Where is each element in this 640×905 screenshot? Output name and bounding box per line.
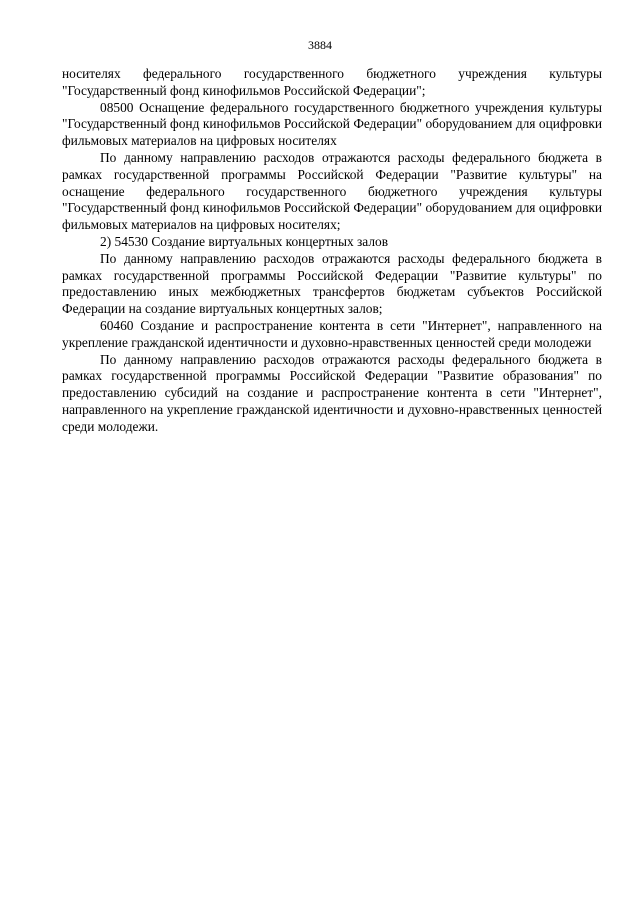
paragraph-code-60460: 60460 Создание и распространение контента в сети "Интернет", направленного на укрепление гражданской идентичности и духовно-нравственных ценностей среди молодежи bbox=[62, 317, 602, 350]
paragraph-description-54530: По данному направлению расходов отражаются расходы федерального бюджета в рамках государственной программы Российской Федерации "Развитие культуры" по предоставлению иных межбюджетных трансфертов бюджетам субъектов Российской Федерации на создание виртуальных концертных залов; bbox=[62, 250, 602, 317]
paragraph-description-08500: По данному направлению расходов отражаются расходы федерального бюджета в рамках государственной программы Российской Федерации "Развитие культуры" на оснащение федерального государственного бюджетного учреждения культуры "Государственный фонд кинофильмов Российской Федерации" оборудованием для оцифровки фильмовых материалов на цифровых носителях; bbox=[62, 149, 602, 233]
paragraph-description-60460: По данному направлению расходов отражаются расходы федерального бюджета в рамках государственной программы Российской Федерации "Развитие образования" по предоставлению субсидий на создание и распространение контента в сети "Интернет", направленного на укрепление гражданской идентичности и духовно-нравственных ценностей среди молодежи. bbox=[62, 351, 602, 434]
paragraph-continuation: носителях федерального государственного бюджетного учреждения культуры "Государственный фонд кинофильмов Российской Федерации"; bbox=[62, 66, 602, 98]
paragraph-code-54530: 2) 54530 Создание виртуальных концертных залов bbox=[100, 233, 389, 249]
paragraph-code-08500: 08500 Оснащение федерального государственного бюджетного учреждения культуры "Государственный фонд кинофильмов Российской Федерации" оборудованием для оцифровки фильмовых материалов на цифровых носителях bbox=[62, 99, 602, 149]
page-number: 3884 bbox=[308, 38, 332, 52]
document-body bbox=[62, 66, 602, 436]
